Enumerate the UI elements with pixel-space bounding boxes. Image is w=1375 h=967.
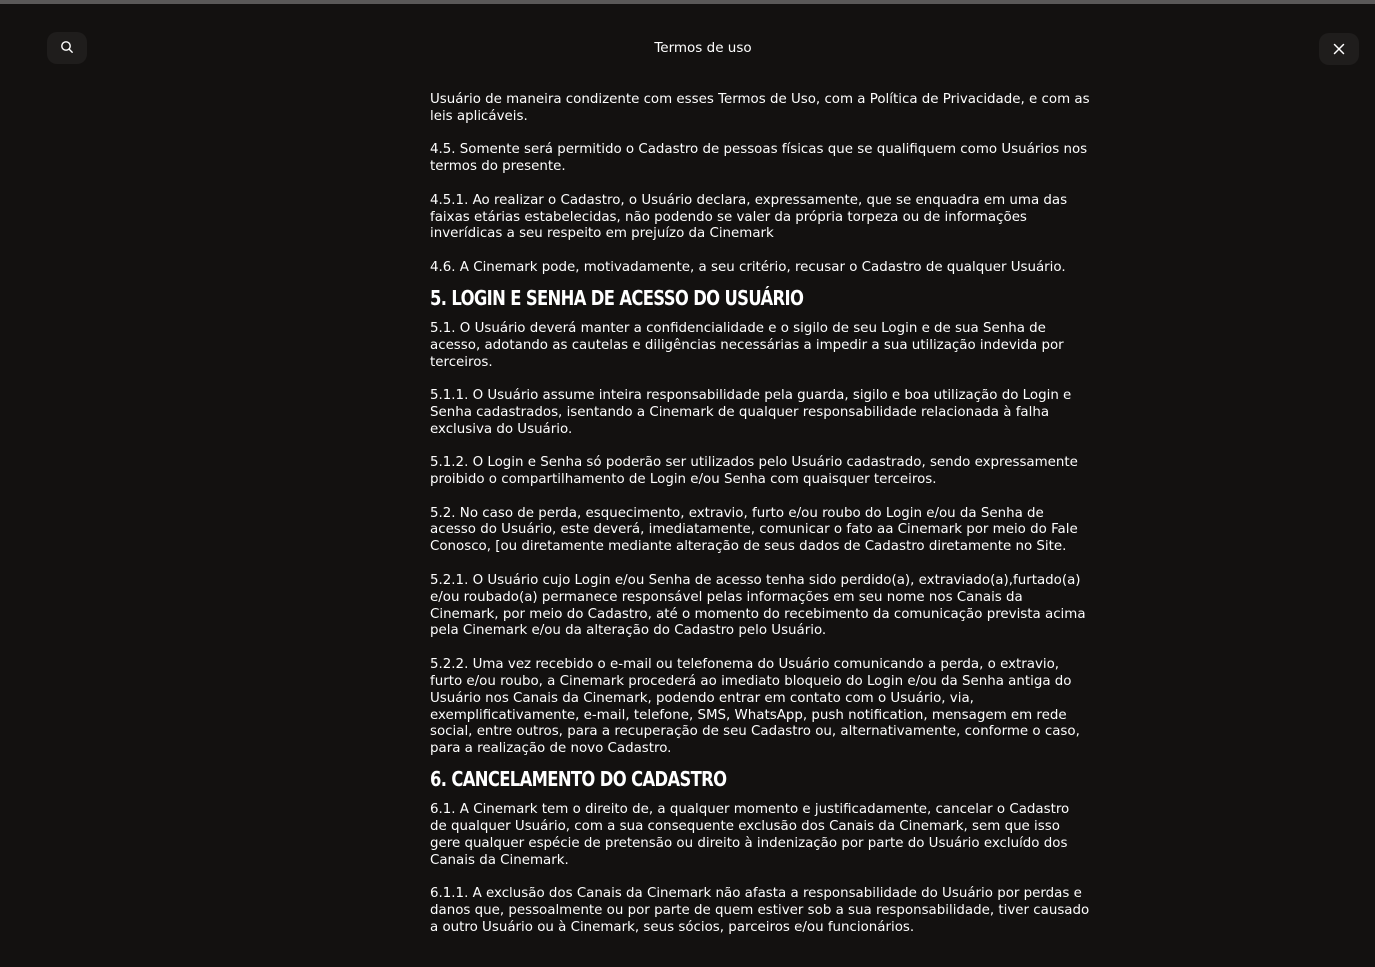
paragraph: 5.2.2. Uma vez recebido o e-mail ou telefonema do Usuário comunicando a perda, o extravio, furto e/ou roubo, a Cinemark procederá ao imediato bloqueio do Login e/ou da Senha antiga do Usuário nos Canais da Cinemark, podendo entrar em contato com o Usuário, via, exemplificativamente, e-mail, telefone, SMS, WhatsApp, push notification, mensagem em rede social, entre outros, para a recuperação de seu Cadastro ou, alternativamente, conforme o caso, para a realização de novo Cadastro. [430,656,1080,757]
paragraph: 6.1.1. A exclusão dos Canais da Cinemark não afasta a responsabilidade do Usuário por perdas e danos que, pessoalmente ou por parte de quem estiver sob a sua responsabilidade, tiver causado a outro Usuário ou à Cinemark, seus sócios, parceiros e/ou funcionários. [430,886,1090,936]
paragraph: 6.1. A Cinemark tem o direito de, a qualquer momento e justificadamente, cancelar o Cadastro de qualquer Usuário, com a sua consequente exclusão dos Canais da Cinemark, sem que isso gere qualquer espécie de pretensão ou direito à indenização por parte do Usuário excluído dos Canais da Cinemark. [430,802,1070,868]
paragraph: 5.1. O Usuário deverá manter a confidencialidade e o sigilo de seu Login e de sua Senha de acesso, adotando as cautelas e diligências necessárias a impedir a sua utilização indevida por terceiros. [430,320,1064,370]
paragraph: 5.2. No caso de perda, esquecimento, extravio, furto e/ou roubo do Login e/ou da Senha de acesso do Usuário, este deverá, imediatamente, comunicar o fato aa Cinemark por meio do Fale Conosco, [ou diretamente mediante alteração de seus dados de Cadastro diretamente no Site. [430,505,1078,555]
terms-content [430,92,1090,954]
section-heading: 6. CANCELAMENTO DO CADASTRO [430,767,727,792]
page-title: Termos de uso [654,40,752,56]
paragraph: Usuário de maneira condizente com esses Termos de Uso, com a Política de Privacidade, e com as leis aplicáveis. [430,92,1090,124]
paragraph: 4.5.1. Ao realizar o Cadastro, o Usuário declara, expressamente, que se enquadra em uma das faixas etárias estabelecidas, não podendo se valer da própria torpeza ou de informações inverídicas a seu respeito em prejuízo da Cinemark [430,192,1068,242]
paragraph: 5.1.1. O Usuário assume inteira responsabilidade pela guarda, sigilo e boa utilização do Login e Senha cadastrados, isentando a Cinemark de qualquer responsabilidade relacionada à falha exclusiva do Usuário. [430,387,1072,437]
close-button[interactable] [1319,33,1359,65]
paragraph: 4.5. Somente será permitido o Cadastro de pessoas físicas que se qualifiquem como Usuários nos termos do presente. [430,142,1088,175]
paragraph: 5.1.2. O Login e Senha só poderão ser utilizados pelo Usuário cadastrado, sendo expressamente proibido o compartilhamento de Login e/ou Senha com quaisquer terceiros. [430,455,1078,488]
section-heading: 5. LOGIN E SENHA DE ACESSO DO USUÁRIO [430,285,804,310]
modal-header [0,4,1375,84]
close-icon [1333,40,1345,59]
paragraph: 4.6. A Cinemark pode, motivadamente, a seu critério, recusar o Cadastro de qualquer Usuário. [430,259,1066,275]
paragraph: 5.2.1. O Usuário cujo Login e/ou Senha de acesso tenha sido perdido(a), extraviado(a),furtado(a) e/ou roubado(a) permanece responsável pelas informações em seu nome nos Canais da Cinemark, por meio do Cadastro, até o momento do recebimento da comunicação prevista acima pela Cinemark e/ou da alteração do Cadastro pelo Usuário. [430,572,1086,639]
